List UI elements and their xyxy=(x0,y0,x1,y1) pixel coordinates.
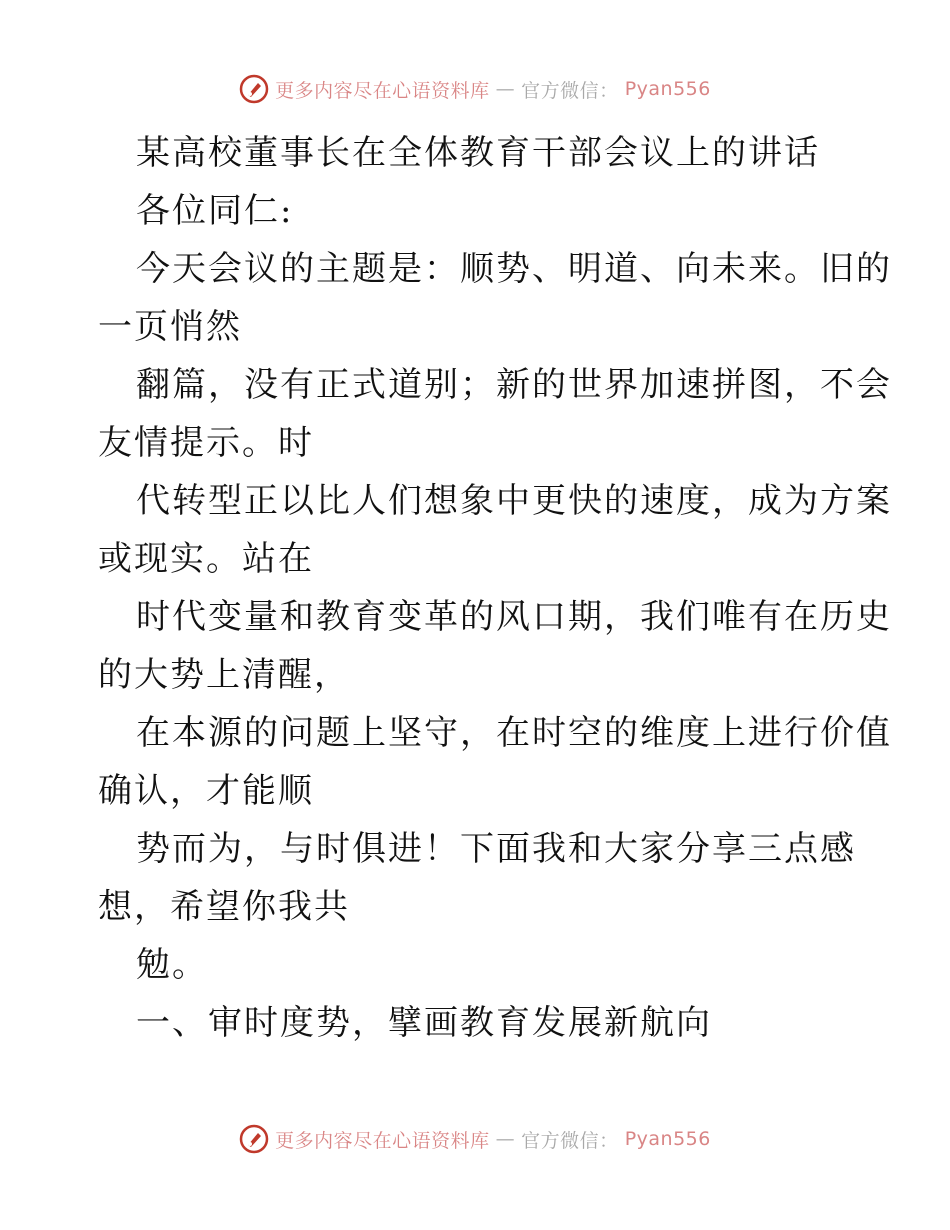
paragraph-line: 勉。 xyxy=(136,945,208,985)
watermark-brand: 更多内容尽在心语资料库 xyxy=(275,79,490,102)
watermark-contact: 官方微信： xyxy=(521,79,619,102)
footer-watermark xyxy=(0,1124,950,1154)
watermark-separator: — xyxy=(495,78,516,100)
salutation: 各位同仁: xyxy=(136,191,294,231)
paragraph-line: 时代变量和教育变革的风口期，我们唯有在历史 xyxy=(136,597,892,637)
paragraph-line: 代转型正以比人们想象中更快的速度，成为方案 xyxy=(136,481,892,521)
paragraph-line: 翻篇，没有正式道别；新的世界加速拼图，不会 xyxy=(136,365,892,405)
pen-nib-icon xyxy=(239,74,269,104)
pen-nib-icon xyxy=(239,1124,269,1154)
document-title: 某高校董事长在全体教育干部会议上的讲话 xyxy=(136,133,820,173)
paragraph-line: 一页悄然 xyxy=(98,307,242,347)
paragraph-line: 友情提示。时 xyxy=(98,423,314,463)
watermark-id: Pyan556 xyxy=(624,1128,711,1150)
paragraph-line: 确认，才能顺 xyxy=(98,771,314,811)
paragraph-line: 或现实。站在 xyxy=(98,539,314,579)
paragraph-line: 的大势上清醒， xyxy=(98,655,350,695)
paragraph-line: 想，希望你我共 xyxy=(98,887,350,927)
paragraph-line: 势而为，与时俱进！下面我和大家分享三点感 xyxy=(136,829,856,869)
document-body xyxy=(98,124,892,1052)
watermark-separator: — xyxy=(495,1128,516,1150)
section-heading: 一、审时度势，擘画教育发展新航向 xyxy=(136,1003,712,1043)
header-watermark xyxy=(0,74,950,104)
paragraph-line: 今天会议的主题是：顺势、明道、向未来。旧的 xyxy=(136,249,892,289)
watermark-contact: 官方微信： xyxy=(521,1129,619,1152)
watermark-id: Pyan556 xyxy=(624,78,711,100)
paragraph-line: 在本源的问题上坚守，在时空的维度上进行价值 xyxy=(136,713,892,753)
watermark-brand: 更多内容尽在心语资料库 xyxy=(275,1129,490,1152)
